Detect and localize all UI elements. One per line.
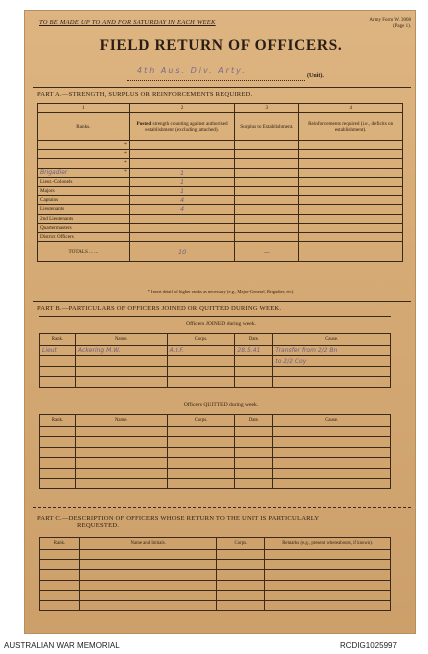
col-rank: Rank. xyxy=(40,538,80,550)
footer-institution: AUSTRALIAN WAR MEMORIAL xyxy=(4,641,120,650)
part-c-heading: PART C.—DESCRIPTION OF OFFICERS WHOSE RETURN TO THE UNIT IS PARTICULARLY REQUESTED. xyxy=(37,515,320,529)
posted-cell xyxy=(129,159,235,168)
col-rank: Rank. xyxy=(40,415,76,427)
table-row xyxy=(38,168,403,177)
table-row xyxy=(40,550,391,560)
table-row xyxy=(38,196,403,205)
rank-cell: Lieutenants xyxy=(38,205,130,214)
page-number: (Page 1). xyxy=(392,24,411,29)
top-instruction: TO BE MADE UP TO AND FOR SATURDAY IN EACH WEEK xyxy=(39,19,216,26)
unit-label: (Unit). xyxy=(307,73,324,79)
header-surplus: Surplus to Establishment. xyxy=(235,113,299,141)
part-b-heading: PART B.—PARTICULARS OF OFFICERS JOINED OR QUITTED DURING WEEK. xyxy=(37,305,282,312)
joined-corps: A.I.F. xyxy=(167,346,235,356)
table-row xyxy=(40,468,391,478)
joined-caption: Officers JOINED during week. xyxy=(186,321,256,327)
part-a-table xyxy=(37,103,403,262)
col-remarks: Remarks (e.g., present whereabouts, if known). xyxy=(265,538,391,550)
rank-cell: Brigadier * xyxy=(38,168,130,177)
table-row xyxy=(40,377,391,387)
part-c-table xyxy=(39,537,391,611)
col-name: Name. xyxy=(75,334,167,346)
table-row xyxy=(38,150,403,159)
joined-table xyxy=(39,333,391,388)
header-posted-bold: Posted xyxy=(136,120,152,127)
table-row xyxy=(40,560,391,570)
col-cause: Cause. xyxy=(273,334,391,346)
table-row xyxy=(40,458,391,468)
totals-posted: 10 xyxy=(129,242,235,262)
table-row xyxy=(40,437,391,447)
footnote: * Insert detail of higher ranks as necessary (e.g., Major-General, Brigadier, etc). xyxy=(147,289,295,294)
unit-handwritten: 4th Aus. Div. Arty. xyxy=(137,66,247,75)
col-name: Name. xyxy=(75,415,167,427)
footer-record-id: RCDIG1025997 xyxy=(340,641,397,650)
table-row xyxy=(40,600,391,610)
col-corps: Corps. xyxy=(167,415,235,427)
rank-cell: Captains xyxy=(38,196,130,205)
form-number: Army Form W. 3008 xyxy=(369,18,411,23)
col-number: 1 xyxy=(38,104,130,113)
table-row xyxy=(38,177,403,186)
joined-rank: Lieut xyxy=(40,346,76,356)
rank-cell: * xyxy=(38,159,130,168)
joined-cause: to 2/2 Coy xyxy=(273,356,391,366)
rank-cell: Lieut.-Colonels xyxy=(38,177,130,186)
part-a-heading: PART A.—STRENGTH, SURPLUS OR REINFORCEMENTS REQUIRED. xyxy=(37,91,253,98)
posted-cell xyxy=(129,232,235,241)
table-row xyxy=(40,427,391,437)
table-row xyxy=(40,580,391,590)
quitted-caption: Officers QUITTED during week. xyxy=(183,402,259,408)
rank-cell: * xyxy=(38,150,130,159)
table-row xyxy=(40,478,391,488)
fold-line xyxy=(33,507,411,508)
col-rank: Rank. xyxy=(40,334,76,346)
table-row xyxy=(40,356,391,366)
col-number: 3 xyxy=(235,104,299,113)
header-reinforcements: Reinforcements required (i.e., deficits on establishment). xyxy=(299,113,403,141)
quitted-table xyxy=(39,414,391,489)
col-number: 4 xyxy=(299,104,403,113)
posted-cell xyxy=(129,141,235,150)
form-title: FIELD RETURN OF OFFICERS. xyxy=(99,37,343,54)
rank-cell: * xyxy=(38,141,130,150)
rank-cell: Majors xyxy=(38,186,130,195)
col-corps: Corps. xyxy=(167,334,235,346)
col-number: 2 xyxy=(129,104,235,113)
table-row xyxy=(38,159,403,168)
table-row xyxy=(38,141,403,150)
col-cause: Cause. xyxy=(273,415,391,427)
header-posted-rest: strength counting against authorised establishment (excluding attached). xyxy=(145,120,228,133)
rank-cell: Quartermasters xyxy=(38,223,130,232)
table-row xyxy=(40,366,391,376)
table-row xyxy=(38,205,403,214)
table-row xyxy=(40,570,391,580)
posted-cell: 4 xyxy=(129,205,235,214)
divider xyxy=(39,316,391,317)
posted-cell: 1 xyxy=(129,177,235,186)
rank-cell: 2nd Lieutenants xyxy=(38,214,130,223)
table-row xyxy=(40,447,391,457)
col-date: Date. xyxy=(235,334,273,346)
totals-surplus: — xyxy=(235,242,299,262)
rank-cell: District Officers xyxy=(38,232,130,241)
table-row xyxy=(38,232,403,241)
posted-cell xyxy=(129,150,235,159)
table-row xyxy=(40,590,391,600)
table-row xyxy=(38,223,403,232)
header-ranks: Ranks. xyxy=(38,113,130,141)
posted-cell: 4 xyxy=(129,196,235,205)
totals-label: TOTALS ... ... xyxy=(38,242,130,262)
joined-cause: Transfer from 2/2 Bn xyxy=(273,346,391,356)
header-posted xyxy=(129,113,235,141)
posted-cell xyxy=(129,214,235,223)
posted-cell: 1 xyxy=(129,168,235,177)
col-corps: Corps. xyxy=(217,538,265,550)
divider xyxy=(33,87,411,88)
table-row xyxy=(38,186,403,195)
col-name-initials: Name and Initials. xyxy=(79,538,217,550)
posted-cell: 1 xyxy=(129,186,235,195)
col-date: Date. xyxy=(235,415,273,427)
form-reference xyxy=(325,18,411,30)
totals-row xyxy=(38,242,403,262)
joined-date: 28.5.41 xyxy=(235,346,273,356)
posted-cell xyxy=(129,223,235,232)
form-sheet xyxy=(24,10,416,634)
table-row xyxy=(40,346,391,356)
divider xyxy=(33,301,411,302)
joined-name: Ackering M.W. xyxy=(75,346,167,356)
table-row xyxy=(38,214,403,223)
